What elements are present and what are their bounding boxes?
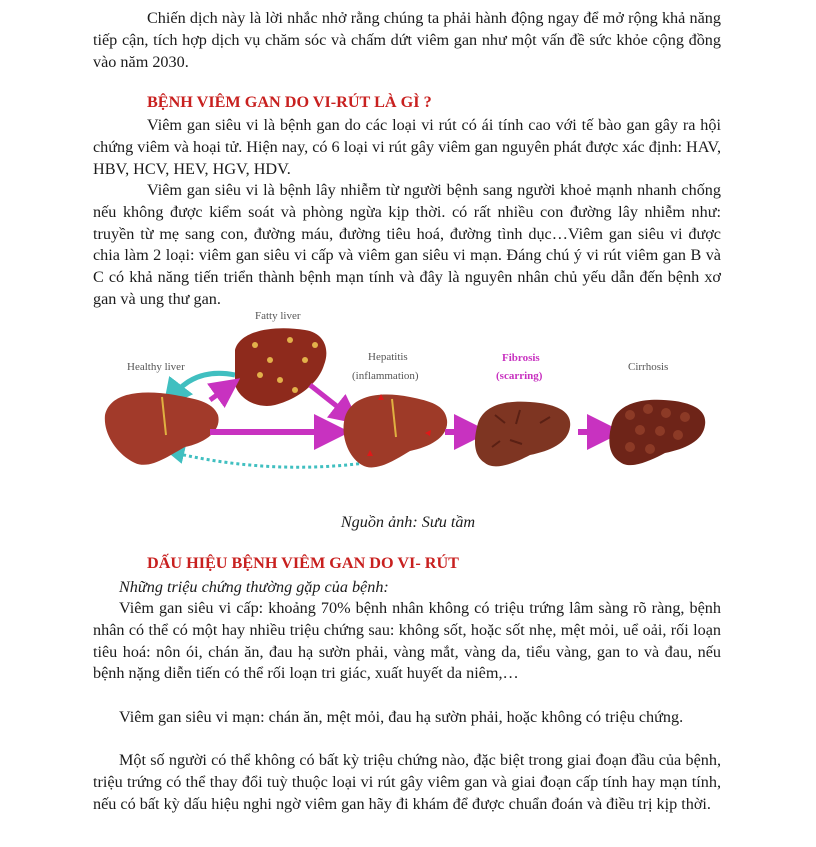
teal-arrow-recovery <box>172 373 235 397</box>
pink-arrow-fatty-to-hepatitis <box>310 385 348 415</box>
paragraph-definition: Viêm gan siêu vi là bệnh gan do các loại vi rút có ái tính cao với tế bào gan gây ra hội chứng viêm và hoại tử. Hiện nay, có 6 loại vi rút gây viêm gan nguyên phát được xác định: HAV, HBV, HCV, HEV, HGV, HDV. <box>93 116 721 178</box>
paragraph-transmission: Viêm gan siêu vi là bệnh lây nhiễm từ người bệnh sang người khoẻ mạnh nhanh chống nếu không được kiểm soát và phòng ngừa kịp thời. có rất nhiều con đường lây nhiễm như: truyền từ mẹ sang con, đường máu, đường tiêu hoá, đường tình dục…Viêm gan siêu vi được chia làm 2 loại: viêm gan siêu vi cấp và viêm gan siêu vi mạn. Đáng chú ý vi rút viêm gan B và C có khả năng tiến triển thành bệnh mạn tính và đây là nguyên nhân chủ yếu dẫn đến bệnh xơ gan và ung thư gan. <box>93 181 721 308</box>
pink-arrow-to-fatty <box>210 387 228 400</box>
label-scarring: (scarring) <box>496 370 543 382</box>
hepatitis-liver-shape <box>344 394 448 467</box>
symptoms-subtitle: Những triệu chứng thường gặp của bệnh: <box>119 578 389 596</box>
liver-stages-illustration <box>100 305 725 505</box>
label-fatty-liver: Fatty liver <box>255 310 301 322</box>
teal-dotted-arrow <box>175 453 365 467</box>
liver-disease-progression-figure <box>100 305 725 505</box>
cirrhosis-liver-shape <box>609 400 705 465</box>
healthy-liver-shape <box>105 392 219 464</box>
fibrosis-liver-shape <box>475 402 570 467</box>
label-hepatitis: Hepatitis <box>368 351 408 363</box>
label-fibrosis: Fibrosis <box>502 352 540 364</box>
label-inflammation: (inflammation) <box>352 370 419 382</box>
intro-paragraph: Chiến dịch này là lời nhắc nhở rằng chúng ta phải hành động ngay để mở rộng khả năng tiếp cận, tích hợp dịch vụ chăm sóc và chấm dứt viêm gan như một vấn đề sức khỏe cộng đồng vào năm 2030. <box>93 9 721 71</box>
figure-caption: Nguồn ảnh: Sưu tầm <box>340 513 476 531</box>
paragraph-advice: Một số người có thể không có bất kỳ triệu chứng nào, đặc biệt trong giai đoạn đầu của bệnh, triệu trứng có thể thay đổi tuỳ thuộc loại vi rút gây viêm gan và giai đoạn cấp tính hay mạn tính, nếu có bất kỳ dấu hiệu nghi ngờ viêm gan hãy đi khám để được chuẩn đoán và điều trị kịp thời. <box>93 751 721 813</box>
paragraph-acute: Viêm gan siêu vi cấp: khoảng 70% bệnh nhân không có triệu trứng lâm sàng rõ ràng, bệnh nhân có thể có một hay nhiều triệu chứng sau: không sốt, hoặc sốt nhẹ, mệt mỏi, uể oải, rối loạn tiêu hoá: nôn ói, chán ăn, đau hạ sườn phải, vàng mắt, vàng da, tiểu vàng, gan to và đau, nếu bệnh nặng diễn tiến có thể rối loạn tri giác, xuất huyết da niêm,… <box>93 599 721 683</box>
fatty-liver-shape <box>235 328 326 406</box>
paragraph-chronic: Viêm gan siêu vi mạn: chán ăn, mệt mỏi, đau hạ sườn phải, hoặc không có triệu chứng. <box>119 708 684 726</box>
section-heading-what-is: BỆNH VIÊM GAN DO VI-RÚT LÀ GÌ ? <box>147 93 432 111</box>
label-cirrhosis: Cirrhosis <box>628 361 669 373</box>
label-healthy-liver: Healthy liver <box>127 361 185 373</box>
section-heading-symptoms: DẤU HIỆU BỆNH VIÊM GAN DO VI- RÚT <box>147 554 459 572</box>
